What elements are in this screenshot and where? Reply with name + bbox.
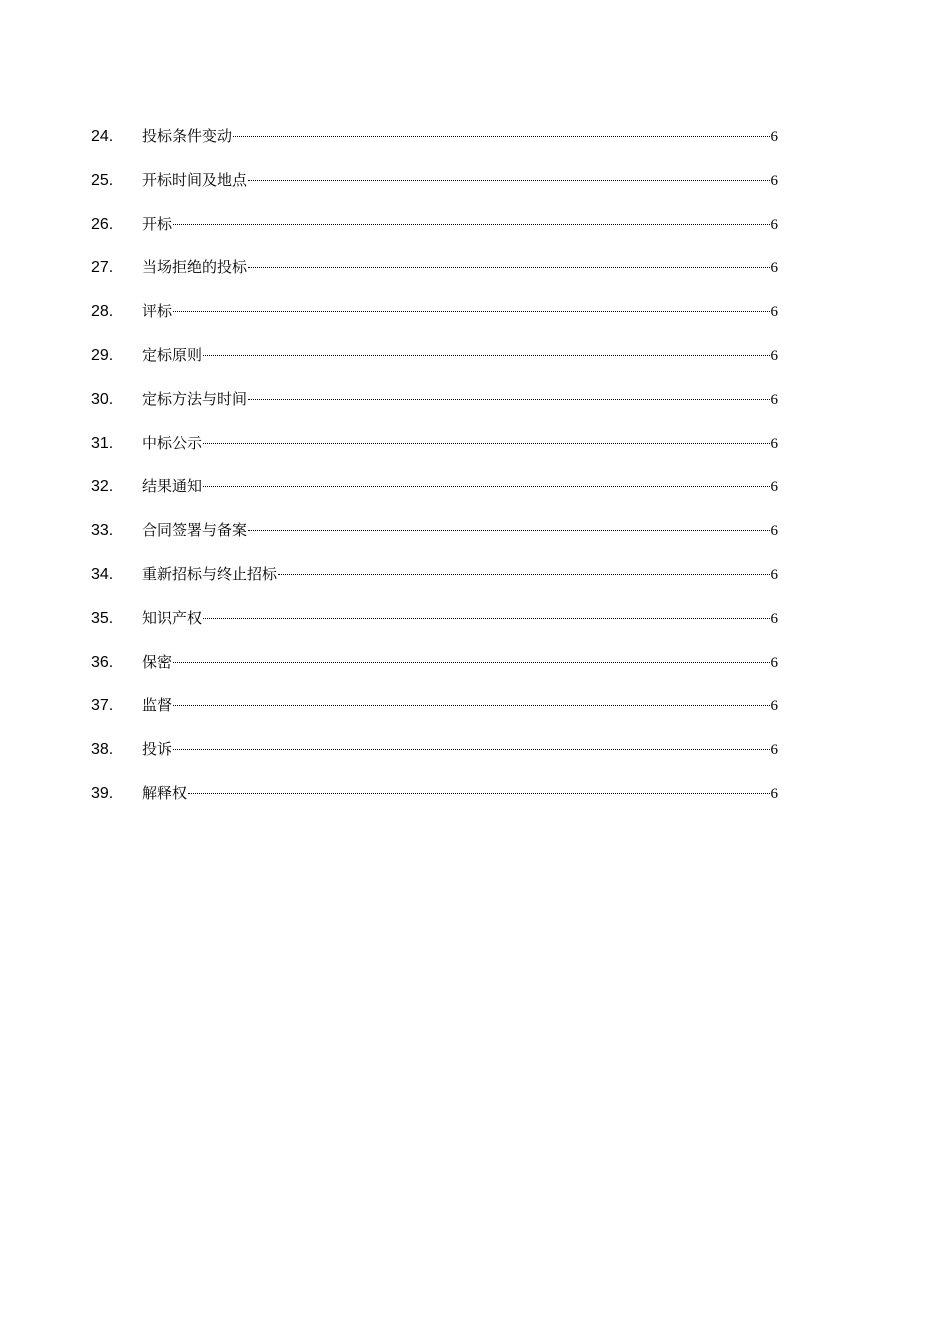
toc-entry-page: 6 bbox=[770, 742, 778, 759]
toc-dot-leader bbox=[248, 530, 769, 531]
toc-entry[interactable] bbox=[91, 518, 778, 562]
toc-entry-title: 评标 bbox=[142, 302, 173, 321]
toc-entry[interactable] bbox=[91, 606, 778, 650]
toc-entry-page: 6 bbox=[770, 435, 778, 452]
toc-entry-title: 定标原则 bbox=[142, 345, 203, 364]
toc-entry-title: 开标时间及地点 bbox=[142, 170, 248, 189]
toc-entry[interactable] bbox=[91, 693, 778, 737]
toc-entry[interactable] bbox=[91, 299, 778, 343]
toc-entry[interactable] bbox=[91, 474, 778, 518]
toc-entry[interactable] bbox=[91, 124, 778, 168]
toc-dot-leader bbox=[278, 574, 769, 575]
toc-entry-title: 结果通知 bbox=[142, 477, 203, 496]
toc-entry-number: 30. bbox=[91, 390, 114, 408]
toc-entry-number: 25. bbox=[91, 171, 114, 189]
toc-entry-page: 6 bbox=[770, 391, 778, 408]
toc-entry-page: 6 bbox=[770, 654, 778, 671]
toc-entry[interactable] bbox=[91, 431, 778, 475]
toc-dot-leader bbox=[203, 355, 769, 356]
toc-entry-title: 当场拒绝的投标 bbox=[142, 258, 248, 277]
toc-entry-page: 6 bbox=[770, 172, 778, 189]
toc-entry-page: 6 bbox=[770, 523, 778, 540]
toc-entry-number: 34. bbox=[91, 565, 114, 583]
toc-entry[interactable] bbox=[91, 562, 778, 606]
toc-entry-number: 37. bbox=[91, 697, 114, 715]
toc-entry-title: 开标 bbox=[142, 214, 173, 233]
toc-dot-leader bbox=[248, 180, 769, 181]
toc-entry[interactable] bbox=[91, 255, 778, 299]
toc-entry-title: 保密 bbox=[142, 652, 173, 671]
toc-entry-title: 监督 bbox=[142, 696, 173, 715]
toc-dot-leader bbox=[203, 486, 769, 487]
toc-entry-number: 36. bbox=[91, 653, 114, 671]
toc-entry[interactable] bbox=[91, 387, 778, 431]
toc-entry-page: 6 bbox=[770, 698, 778, 715]
toc-entry[interactable] bbox=[91, 737, 778, 781]
toc-dot-leader bbox=[248, 267, 769, 268]
toc-entry-page: 6 bbox=[770, 347, 778, 364]
toc-entry-number: 27. bbox=[91, 259, 114, 277]
toc-dot-leader bbox=[203, 443, 769, 444]
toc-entry-page: 6 bbox=[770, 479, 778, 496]
toc-entry-number: 26. bbox=[91, 215, 114, 233]
toc-entry-title: 中标公示 bbox=[142, 433, 203, 452]
toc-entry-number: 32. bbox=[91, 478, 114, 496]
toc-entry[interactable] bbox=[91, 212, 778, 256]
toc-entry-page: 6 bbox=[770, 216, 778, 233]
toc-entry-number: 39. bbox=[91, 784, 114, 802]
toc-dot-leader bbox=[188, 793, 769, 794]
toc-entry-title: 投诉 bbox=[142, 740, 173, 759]
toc-dot-leader bbox=[203, 618, 769, 619]
toc-entry-number: 29. bbox=[91, 346, 114, 364]
toc-entry-page: 6 bbox=[770, 260, 778, 277]
toc-entry-title: 定标方法与时间 bbox=[142, 389, 248, 408]
toc-entry-title: 知识产权 bbox=[142, 608, 203, 627]
toc-entry[interactable] bbox=[91, 343, 778, 387]
toc-entry-title: 解释权 bbox=[142, 783, 188, 802]
toc-dot-leader bbox=[173, 224, 769, 225]
toc-dot-leader bbox=[173, 662, 769, 663]
toc-entry-page: 6 bbox=[770, 785, 778, 802]
toc-entry-number: 33. bbox=[91, 522, 114, 540]
toc-entry-title: 合同签署与备案 bbox=[142, 521, 248, 540]
toc-entry[interactable] bbox=[91, 168, 778, 212]
toc-entry-number: 35. bbox=[91, 609, 114, 627]
toc-dot-leader bbox=[173, 311, 769, 312]
toc-entry-page: 6 bbox=[770, 304, 778, 321]
toc-dot-leader bbox=[173, 705, 769, 706]
toc-entry-page: 6 bbox=[770, 610, 778, 627]
toc-entry-number: 28. bbox=[91, 303, 114, 321]
toc-entry-title: 重新招标与终止招标 bbox=[142, 564, 278, 583]
toc-dot-leader bbox=[233, 136, 769, 137]
table-of-contents bbox=[91, 124, 778, 825]
toc-entry-title: 投标条件变动 bbox=[142, 127, 233, 145]
toc-dot-leader bbox=[248, 399, 769, 400]
toc-entry-page: 6 bbox=[770, 129, 778, 145]
toc-entry-page: 6 bbox=[770, 566, 778, 583]
toc-entry-number: 24. bbox=[91, 128, 114, 145]
toc-entry[interactable] bbox=[91, 650, 778, 694]
toc-entry[interactable] bbox=[91, 781, 778, 825]
toc-entry-number: 38. bbox=[91, 741, 114, 759]
toc-entry-number: 31. bbox=[91, 434, 114, 452]
toc-dot-leader bbox=[173, 749, 769, 750]
